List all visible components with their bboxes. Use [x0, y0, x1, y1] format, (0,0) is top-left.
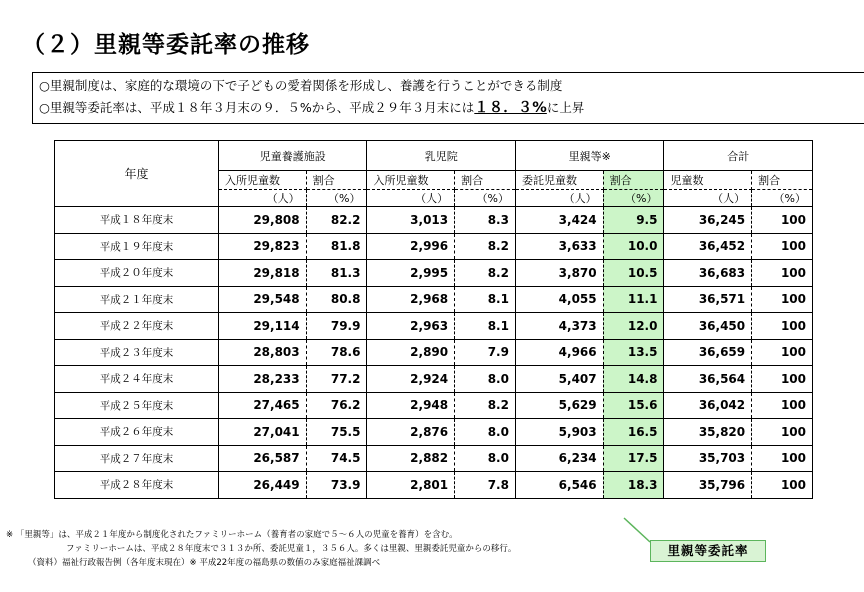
table-cell: 100 [752, 260, 813, 287]
table-cell: 29,548 [218, 286, 306, 313]
table-cell: 8.3 [455, 207, 516, 234]
table-cell: 36,659 [664, 339, 752, 366]
table-cell: 5,629 [515, 392, 603, 419]
table-cell: 2,963 [367, 313, 455, 340]
table-cell: 4,055 [515, 286, 603, 313]
table-cell: 74.5 [306, 445, 367, 472]
table-row [55, 339, 813, 366]
table-cell: 35,703 [664, 445, 752, 472]
row-year: 平成１９年度末 [55, 233, 219, 260]
table-cell: 2,882 [367, 445, 455, 472]
row-year: 平成２５年度末 [55, 392, 219, 419]
table-cell: 100 [752, 392, 813, 419]
table-cell: 5,903 [515, 419, 603, 446]
row-year: 平成２８年度末 [55, 472, 219, 499]
table-cell: 2,948 [367, 392, 455, 419]
table-row [55, 260, 813, 287]
group-header-childcare: 児童養護施設 [218, 141, 367, 171]
table-cell: 28,803 [218, 339, 306, 366]
foster-rate-cell: 16.5 [603, 419, 664, 446]
table-cell: 100 [752, 233, 813, 260]
table-cell: 6,234 [515, 445, 603, 472]
foster-rate-cell: 17.5 [603, 445, 664, 472]
table-cell: 8.0 [455, 366, 516, 393]
table-cell: 26,587 [218, 445, 306, 472]
table-cell: 100 [752, 207, 813, 234]
unit-label: （人） [367, 190, 455, 207]
row-year: 平成２０年度末 [55, 260, 219, 287]
table-cell: 100 [752, 339, 813, 366]
table-cell: 36,450 [664, 313, 752, 340]
unit-label: （人） [664, 190, 752, 207]
table-cell: 36,683 [664, 260, 752, 287]
table-cell: 100 [752, 472, 813, 499]
sub-header: 委託児童数 [515, 171, 603, 190]
table-cell: 3,424 [515, 207, 603, 234]
table-cell: 3,870 [515, 260, 603, 287]
table-cell: 28,233 [218, 366, 306, 393]
table-cell: 81.3 [306, 260, 367, 287]
table-cell: 36,452 [664, 233, 752, 260]
sub-header: 割合 [306, 171, 367, 190]
foster-rate-cell: 10.5 [603, 260, 664, 287]
footnote-line-2: ファミリーホームは、平成２８年度末で３１３か所、委託児童１，３５６人。多くは里親、里親委託児童からの移行。 [66, 544, 517, 554]
row-year: 平成２６年度末 [55, 419, 219, 446]
unit-label: （%） [306, 190, 367, 207]
row-year: 平成２７年度末 [55, 445, 219, 472]
table-row [55, 313, 813, 340]
group-header-total: 合計 [664, 141, 813, 171]
group-header-foster: 里親等※ [515, 141, 664, 171]
foster-rate-cell: 14.8 [603, 366, 664, 393]
table-cell: 2,996 [367, 233, 455, 260]
unit-label-highlight: （%） [603, 190, 664, 207]
table-row [55, 233, 813, 260]
table-body [55, 207, 813, 499]
table-cell: 82.2 [306, 207, 367, 234]
table-cell: 8.1 [455, 313, 516, 340]
table-cell: 6,546 [515, 472, 603, 499]
table-cell: 100 [752, 366, 813, 393]
table-cell: 8.2 [455, 392, 516, 419]
table-row [55, 286, 813, 313]
table-row [55, 445, 813, 472]
table-cell: 75.5 [306, 419, 367, 446]
unit-label: （人） [515, 190, 603, 207]
table-cell: 7.8 [455, 472, 516, 499]
group-header-row [55, 141, 813, 171]
table-cell: 8.0 [455, 419, 516, 446]
table-cell: 79.9 [306, 313, 367, 340]
table-cell: 2,890 [367, 339, 455, 366]
table-cell: 36,042 [664, 392, 752, 419]
foster-rate-cell: 10.0 [603, 233, 664, 260]
table-cell: 4,373 [515, 313, 603, 340]
year-header: 年度 [55, 141, 219, 207]
table-cell: 3,013 [367, 207, 455, 234]
footnote-source: （資料）福祉行政報告例（各年度末現在）※ 平成22年度の福島県の数値のみ家庭福祉課調べ [28, 558, 381, 568]
table-cell: 29,823 [218, 233, 306, 260]
unit-label: （%） [455, 190, 516, 207]
table-cell: 2,924 [367, 366, 455, 393]
table-cell: 80.8 [306, 286, 367, 313]
table-row [55, 207, 813, 234]
table-cell: 29,818 [218, 260, 306, 287]
table-cell: 100 [752, 313, 813, 340]
row-year: 平成１８年度末 [55, 207, 219, 234]
sub-header-highlight: 割合 [603, 171, 664, 190]
sub-header: 児童数 [664, 171, 752, 190]
table-cell: 100 [752, 286, 813, 313]
table-cell: 78.6 [306, 339, 367, 366]
table-cell: 2,995 [367, 260, 455, 287]
foster-rate-callout-label: 里親等委託率 [650, 540, 766, 562]
table-row [55, 472, 813, 499]
table-cell: 8.1 [455, 286, 516, 313]
sub-header: 割合 [455, 171, 516, 190]
unit-label: （%） [752, 190, 813, 207]
table-cell: 5,407 [515, 366, 603, 393]
table-cell: 100 [752, 445, 813, 472]
footnotes [6, 528, 646, 570]
table-cell: 8.2 [455, 260, 516, 287]
sub-header: 割合 [752, 171, 813, 190]
table-cell: 36,564 [664, 366, 752, 393]
foster-rate-cell: 18.3 [603, 472, 664, 499]
summary-box [32, 72, 864, 124]
foster-rate-cell: 13.5 [603, 339, 664, 366]
table-row [55, 419, 813, 446]
footnote-line-1: ※ 「里親等」は、平成２１年度から制度化されたファミリーホーム（養育者の家庭で５～６人の児童を養育）を含む。 [6, 530, 458, 540]
summary-line-1: ○里親制度は、家庭的な環境の下で子どもの愛着関係を形成し、養護を行うことができる制度 [39, 78, 563, 93]
table-cell: 27,041 [218, 419, 306, 446]
table-cell: 8.0 [455, 445, 516, 472]
foster-rate-cell: 9.5 [603, 207, 664, 234]
summary-line-2-suffix: に上昇 [546, 100, 585, 115]
table-cell: 29,114 [218, 313, 306, 340]
table-cell: 3,633 [515, 233, 603, 260]
group-header-infant-home: 乳児院 [367, 141, 516, 171]
table-cell: 73.9 [306, 472, 367, 499]
row-year: 平成２１年度末 [55, 286, 219, 313]
foster-rate-cell: 12.0 [603, 313, 664, 340]
table-cell: 29,808 [218, 207, 306, 234]
foster-rate-cell: 15.6 [603, 392, 664, 419]
table-cell: 36,571 [664, 286, 752, 313]
table-cell: 76.2 [306, 392, 367, 419]
table-cell: 8.2 [455, 233, 516, 260]
sub-header: 入所児童数 [367, 171, 455, 190]
sub-header: 入所児童数 [218, 171, 306, 190]
table-cell: 2,876 [367, 419, 455, 446]
table-cell: 2,801 [367, 472, 455, 499]
summary-line-2-prefix: ○里親等委託率は、平成１８年３月末の９．５%から、平成２９年３月末には [39, 100, 475, 115]
table-cell: 77.2 [306, 366, 367, 393]
table-cell: 36,245 [664, 207, 752, 234]
row-year: 平成２２年度末 [55, 313, 219, 340]
table-cell: 26,449 [218, 472, 306, 499]
summary-line-2 [39, 97, 864, 119]
foster-care-rate-table [54, 140, 813, 499]
table-cell: 81.8 [306, 233, 367, 260]
table-cell: 35,820 [664, 419, 752, 446]
unit-label: （人） [218, 190, 306, 207]
row-year: 平成２４年度末 [55, 366, 219, 393]
summary-highlight-rate: １８．３% [474, 100, 547, 116]
table-row [55, 366, 813, 393]
table-cell: 35,796 [664, 472, 752, 499]
row-year: 平成２３年度末 [55, 339, 219, 366]
table-row [55, 392, 813, 419]
table-cell: 2,968 [367, 286, 455, 313]
table-cell: 7.9 [455, 339, 516, 366]
page-title: （２）里親等委託率の推移 [22, 32, 310, 58]
foster-rate-cell: 11.1 [603, 286, 664, 313]
table-cell: 27,465 [218, 392, 306, 419]
table-cell: 100 [752, 419, 813, 446]
table-cell: 4,966 [515, 339, 603, 366]
